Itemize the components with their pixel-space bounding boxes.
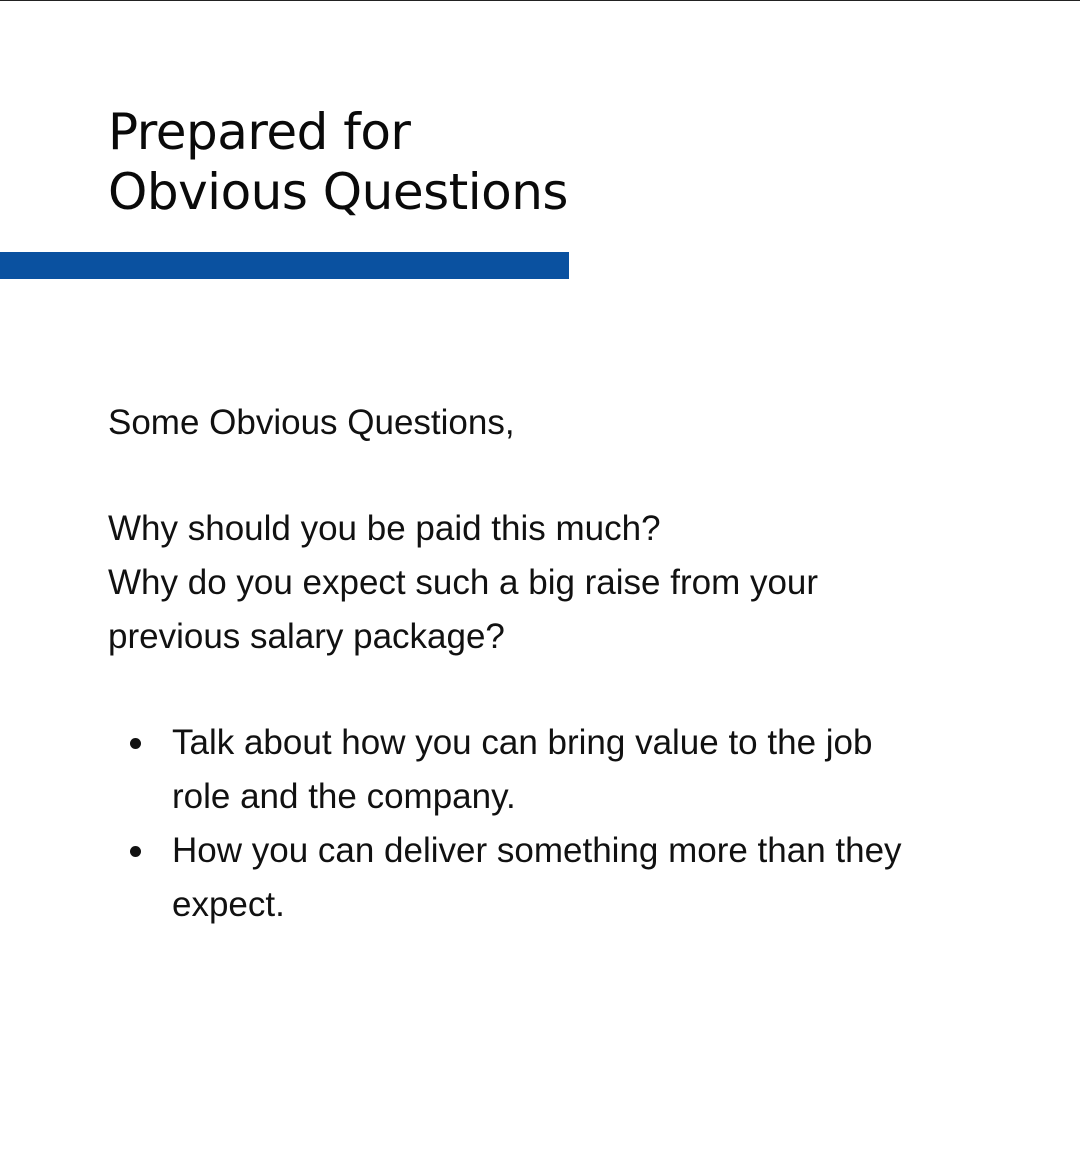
- top-border-line: [0, 0, 1080, 1]
- title-line-1: Prepared for: [108, 103, 411, 161]
- content-body: [108, 396, 908, 932]
- question-item: Why do you expect such a big raise from your previous salary package?: [108, 563, 819, 656]
- bullet-icon: [130, 846, 141, 857]
- page-title: [108, 102, 568, 222]
- title-line-2: Obvious Questions: [108, 163, 568, 221]
- intro-text: Some Obvious Questions,: [108, 403, 515, 442]
- tip-text: How you can deliver something more than they expect.: [172, 831, 902, 924]
- tip-item: [108, 824, 902, 932]
- tip-item: [108, 716, 902, 824]
- bullet-icon: [130, 738, 141, 749]
- tip-text: Talk about how you can bring value to the job role and the company.: [172, 723, 873, 816]
- tips-list: [108, 716, 908, 932]
- accent-bar: [0, 252, 569, 279]
- question-item: Why should you be paid this much?: [108, 509, 661, 548]
- question-list: [108, 502, 898, 664]
